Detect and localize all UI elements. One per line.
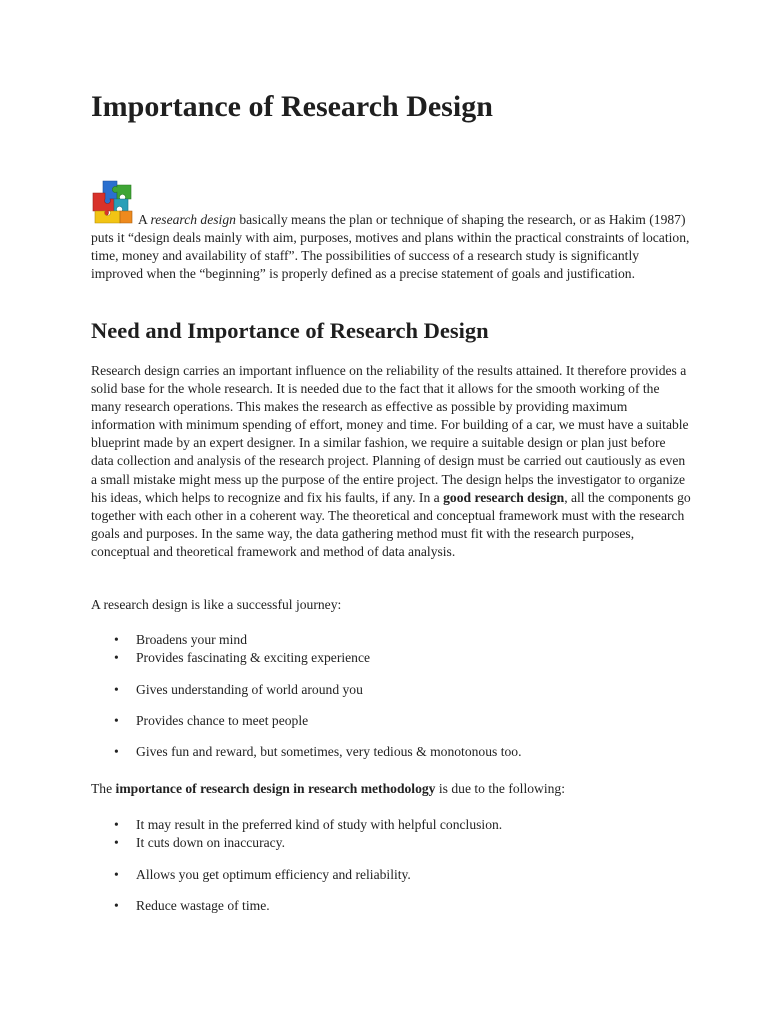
list-item-text: It cuts down on inaccuracy. <box>136 835 285 850</box>
list-item-text: Broadens your mind <box>136 632 248 647</box>
list-item-text: Gives understanding of world around you <box>136 682 363 697</box>
importance-lead: The <box>91 781 116 796</box>
list-item-text: Provides chance to meet people <box>136 713 309 728</box>
journey-intro: A research design is like a successful journey: <box>91 597 342 612</box>
list-item-text: Reduce wastage of time. <box>136 898 270 913</box>
section-heading: Need and Importance of Research Design <box>91 318 489 343</box>
importance-tail: is due to the following: <box>435 781 565 796</box>
importance-bold-term: importance of research design in research methodology <box>115 781 436 796</box>
bullet: • <box>114 817 119 832</box>
list-item-text: Gives fun and reward, but sometimes, very tedious & monotonous too. <box>136 744 522 759</box>
puzzle-teal-piece <box>114 199 128 211</box>
bullet: • <box>114 632 119 647</box>
bullet: • <box>114 867 119 882</box>
body-text-2: , all the components go together with each other in a coherent way. The theoretical and conceptual framework must with the research goals and purposes. In the same way, the data gathering method must fit with the research purposes, conceptual and theoretical framework and method of data analysis. <box>91 489 691 559</box>
bullet: • <box>114 898 119 913</box>
intro-lead: A <box>138 212 151 227</box>
body-bold-term: good research design <box>443 489 565 505</box>
bullet: • <box>114 682 119 697</box>
list-item-text: Allows you get optimum efficiency and reliability. <box>136 867 411 882</box>
importance-intro <box>91 780 691 798</box>
list-item-text: It may result in the preferred kind of study with helpful conclusion. <box>136 817 503 832</box>
list-item-text: Provides fascinating & exciting experience <box>136 650 371 665</box>
bullet: • <box>114 713 119 728</box>
bullet: • <box>114 744 119 759</box>
bullet: • <box>114 835 119 850</box>
intro-term: research design <box>150 212 236 227</box>
intro-text: basically means the plan or technique of shaping the research, or as Hakim (1987) puts it “design deals mainly with aim, purposes, motives and plans within the practical constraints of location, time, money and availability of staff”. The possibilities of success of a research study is significantly improved when the “beginning” is properly defined as a precise statement of goals and justification. <box>91 212 690 282</box>
body-text-1: Research design carries an important influence on the reliability of the results attained. It therefore provides a solid base for the whole research. It is needed due to the fact that it allows for the smooth working of the many research operations. This makes the research as effective as possible by providing maximum information with minimum spending of effort, money and time. For building of a car, we must have a suitable blueprint made by an expert designer. In a similar fashion, we require a suitable design or plan just before data collection and analysis of the research project. Planning of design must be carried out cautiously as even a small mistake might mess up the purpose of the entire project. The design helps the investigator to organize his ideas, which helps to recognize and fix his faults, if any. In a <box>91 363 689 505</box>
bullet: • <box>114 650 119 665</box>
body-paragraph <box>91 362 691 561</box>
intro-paragraph <box>91 211 691 283</box>
page-title: Importance of Research Design <box>91 90 493 123</box>
